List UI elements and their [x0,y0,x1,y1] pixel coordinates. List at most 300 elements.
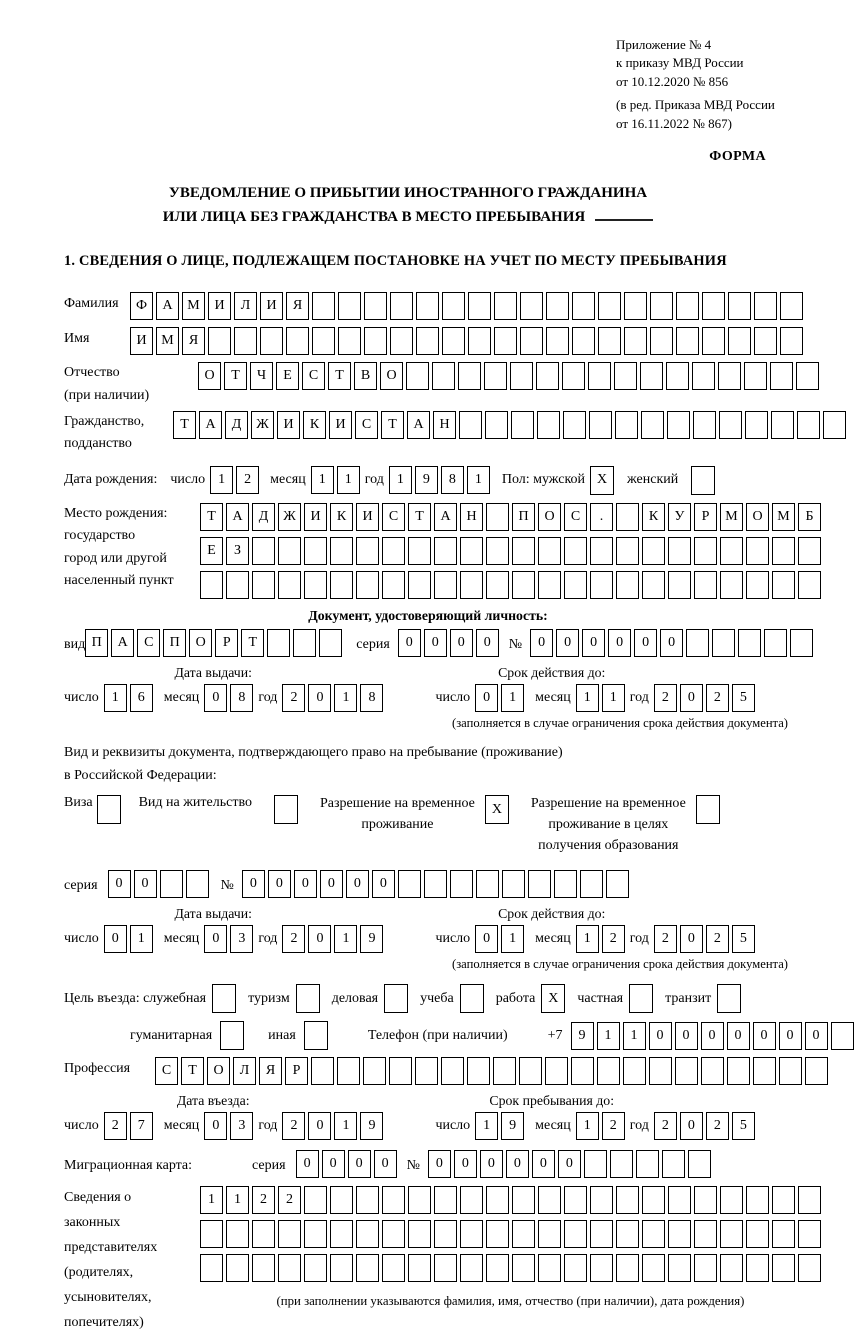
char-box[interactable]: 0 [660,629,683,657]
char-box[interactable]: 0 [753,1022,776,1050]
char-box[interactable] [538,1254,561,1282]
char-box[interactable] [212,984,236,1013]
char-box[interactable]: С [137,629,160,657]
char-box[interactable] [274,795,298,824]
char-box[interactable] [460,537,483,565]
char-box[interactable]: 1 [226,1186,249,1214]
char-box[interactable]: М [182,292,205,320]
char-box[interactable] [546,327,569,355]
char-box[interactable]: 2 [654,925,677,953]
char-box[interactable] [562,362,585,390]
char-box[interactable]: 0 [204,684,227,712]
char-box[interactable] [390,292,413,320]
char-box[interactable]: О [380,362,403,390]
char-box[interactable]: 9 [415,466,438,494]
char-box[interactable] [718,362,741,390]
char-box[interactable] [564,1220,587,1248]
char-box[interactable]: 9 [360,925,383,953]
char-box[interactable]: П [512,503,535,531]
char-box[interactable] [720,1254,743,1282]
char-box[interactable] [416,292,439,320]
char-box[interactable]: 0 [308,1112,331,1140]
char-box[interactable] [650,292,673,320]
char-box[interactable] [330,571,353,599]
char-box[interactable] [382,1186,405,1214]
char-box[interactable] [512,1220,535,1248]
char-box[interactable] [796,362,819,390]
char-box[interactable] [384,984,408,1013]
char-box[interactable] [330,537,353,565]
char-box[interactable] [538,571,561,599]
char-box[interactable]: 0 [308,925,331,953]
char-box[interactable] [408,537,431,565]
char-box[interactable] [614,362,637,390]
char-box[interactable] [831,1022,854,1050]
char-box[interactable]: Ч [250,362,273,390]
char-box[interactable]: 1 [334,925,357,953]
char-box[interactable] [590,1220,613,1248]
char-box[interactable] [650,327,673,355]
char-box[interactable] [311,1057,334,1085]
char-box[interactable] [563,411,586,439]
char-box[interactable] [502,870,525,898]
char-box[interactable]: А [199,411,222,439]
char-box[interactable]: Т [200,503,223,531]
char-box[interactable] [694,1186,717,1214]
char-box[interactable]: 8 [360,684,383,712]
char-box[interactable] [780,327,803,355]
char-box[interactable] [668,537,691,565]
char-box[interactable]: 0 [805,1022,828,1050]
char-box[interactable] [753,1057,776,1085]
char-box[interactable]: 5 [732,684,755,712]
char-box[interactable] [312,292,335,320]
char-box[interactable]: Р [694,503,717,531]
char-box[interactable] [668,1254,691,1282]
char-box[interactable]: И [329,411,352,439]
char-box[interactable]: Я [286,292,309,320]
char-box[interactable] [186,870,209,898]
char-box[interactable]: 0 [398,629,421,657]
char-box[interactable] [356,571,379,599]
char-box[interactable]: Л [233,1057,256,1085]
char-box[interactable]: 9 [360,1112,383,1140]
char-box[interactable]: 3 [230,1112,253,1140]
char-box[interactable]: X [541,984,565,1013]
char-box[interactable] [220,1021,244,1050]
char-box[interactable]: 2 [282,925,305,953]
char-box[interactable]: 2 [654,1112,677,1140]
char-box[interactable] [382,1220,405,1248]
char-box[interactable]: 0 [242,870,265,898]
char-box[interactable] [668,1186,691,1214]
char-box[interactable]: 0 [475,684,498,712]
char-box[interactable]: 0 [108,870,131,898]
char-box[interactable]: М [156,327,179,355]
char-box[interactable]: 0 [320,870,343,898]
char-box[interactable] [226,1254,249,1282]
char-box[interactable] [772,1254,795,1282]
char-box[interactable] [382,537,405,565]
char-box[interactable]: Ж [278,503,301,531]
char-box[interactable]: Т [328,362,351,390]
char-box[interactable] [616,571,639,599]
char-box[interactable]: Ф [130,292,153,320]
char-box[interactable]: 0 [480,1150,503,1178]
char-box[interactable]: К [330,503,353,531]
char-box[interactable] [720,537,743,565]
char-box[interactable] [717,984,741,1013]
char-box[interactable] [338,292,361,320]
char-box[interactable]: 1 [602,684,625,712]
char-box[interactable]: 0 [727,1022,750,1050]
char-box[interactable] [363,1057,386,1085]
char-box[interactable] [408,1254,431,1282]
char-box[interactable] [304,1186,327,1214]
char-box[interactable] [494,327,517,355]
char-box[interactable]: Т [381,411,404,439]
char-box[interactable]: 0 [308,684,331,712]
char-box[interactable] [772,571,795,599]
char-box[interactable]: 6 [130,684,153,712]
char-box[interactable]: Т [173,411,196,439]
char-box[interactable]: 1 [334,1112,357,1140]
char-box[interactable] [390,327,413,355]
char-box[interactable] [572,327,595,355]
char-box[interactable]: 1 [501,684,524,712]
char-box[interactable]: 0 [530,629,553,657]
char-box[interactable] [772,1186,795,1214]
char-box[interactable]: 1 [576,684,599,712]
char-box[interactable] [712,629,735,657]
char-box[interactable]: 0 [454,1150,477,1178]
char-box[interactable]: М [772,503,795,531]
char-box[interactable] [649,1057,672,1085]
char-box[interactable] [694,537,717,565]
char-box[interactable] [686,629,709,657]
char-box[interactable] [616,1186,639,1214]
char-box[interactable]: . [590,503,613,531]
char-box[interactable] [467,1057,490,1085]
char-box[interactable]: 0 [424,629,447,657]
char-box[interactable] [537,411,560,439]
char-box[interactable] [330,1220,353,1248]
char-box[interactable]: О [198,362,221,390]
char-box[interactable]: О [189,629,212,657]
char-box[interactable] [615,411,638,439]
char-box[interactable] [278,537,301,565]
char-box[interactable] [623,1057,646,1085]
char-box[interactable] [519,1057,542,1085]
char-box[interactable]: И [277,411,300,439]
char-box[interactable] [520,327,543,355]
char-box[interactable]: 0 [372,870,395,898]
char-box[interactable] [512,1186,535,1214]
char-box[interactable]: 1 [467,466,490,494]
char-box[interactable]: 5 [732,925,755,953]
char-box[interactable] [356,1220,379,1248]
char-box[interactable]: 0 [204,1112,227,1140]
char-box[interactable] [252,1254,275,1282]
char-box[interactable] [434,1254,457,1282]
char-box[interactable] [790,629,813,657]
char-box[interactable]: 0 [556,629,579,657]
char-box[interactable]: С [155,1057,178,1085]
char-box[interactable] [666,362,689,390]
char-box[interactable]: 9 [501,1112,524,1140]
char-box[interactable]: 0 [779,1022,802,1050]
char-box[interactable] [676,327,699,355]
char-box[interactable] [486,503,509,531]
char-box[interactable] [746,571,769,599]
char-box[interactable] [667,411,690,439]
char-box[interactable]: 2 [706,1112,729,1140]
char-box[interactable] [823,411,846,439]
char-box[interactable] [642,1186,665,1214]
char-box[interactable] [460,571,483,599]
char-box[interactable] [642,571,665,599]
char-box[interactable]: К [303,411,326,439]
char-box[interactable] [624,327,647,355]
char-box[interactable]: 1 [210,466,233,494]
char-box[interactable]: А [156,292,179,320]
char-box[interactable] [278,1220,301,1248]
char-box[interactable] [675,1057,698,1085]
char-box[interactable]: А [434,503,457,531]
char-box[interactable] [545,1057,568,1085]
char-box[interactable]: В [354,362,377,390]
char-box[interactable] [267,629,290,657]
char-box[interactable]: 2 [104,1112,127,1140]
char-box[interactable]: 1 [576,1112,599,1140]
char-box[interactable] [770,362,793,390]
char-box[interactable]: 2 [278,1186,301,1214]
char-box[interactable] [434,537,457,565]
char-box[interactable] [624,292,647,320]
char-box[interactable] [720,1186,743,1214]
char-box[interactable]: Т [224,362,247,390]
char-box[interactable]: 0 [608,629,631,657]
char-box[interactable]: М [720,503,743,531]
char-box[interactable] [460,1220,483,1248]
char-box[interactable] [693,411,716,439]
char-box[interactable] [260,327,283,355]
char-box[interactable]: 1 [501,925,524,953]
char-box[interactable] [304,1254,327,1282]
char-box[interactable] [476,870,499,898]
char-box[interactable] [304,1220,327,1248]
char-box[interactable]: С [382,503,405,531]
char-box[interactable] [356,1254,379,1282]
char-box[interactable]: 1 [104,684,127,712]
char-box[interactable] [668,1220,691,1248]
char-box[interactable]: 2 [602,925,625,953]
char-box[interactable] [408,1220,431,1248]
char-box[interactable]: А [111,629,134,657]
char-box[interactable] [398,870,421,898]
char-box[interactable]: 2 [236,466,259,494]
char-box[interactable]: И [208,292,231,320]
char-box[interactable] [676,292,699,320]
char-box[interactable] [424,870,447,898]
char-box[interactable]: 0 [675,1022,698,1050]
char-box[interactable] [728,327,751,355]
char-box[interactable]: Б [798,503,821,531]
char-box[interactable] [616,503,639,531]
char-box[interactable]: 0 [680,925,703,953]
char-box[interactable] [450,870,473,898]
char-box[interactable]: 2 [706,684,729,712]
char-box[interactable] [458,362,481,390]
char-box[interactable] [564,1254,587,1282]
char-box[interactable] [597,1057,620,1085]
char-box[interactable] [432,362,455,390]
char-box[interactable]: Я [259,1057,282,1085]
char-box[interactable]: 0 [680,1112,703,1140]
char-box[interactable] [468,292,491,320]
char-box[interactable] [486,1254,509,1282]
char-box[interactable]: О [746,503,769,531]
char-box[interactable] [252,1220,275,1248]
char-box[interactable]: 0 [346,870,369,898]
char-box[interactable] [364,327,387,355]
char-box[interactable]: 8 [230,684,253,712]
char-box[interactable]: 0 [374,1150,397,1178]
char-box[interactable]: П [163,629,186,657]
char-box[interactable] [468,327,491,355]
char-box[interactable]: X [590,466,614,495]
char-box[interactable] [798,1220,821,1248]
char-box[interactable] [702,292,725,320]
char-box[interactable] [571,1057,594,1085]
char-box[interactable]: 1 [389,466,412,494]
char-box[interactable] [160,870,183,898]
char-box[interactable] [252,571,275,599]
char-box[interactable] [382,571,405,599]
char-box[interactable]: 0 [532,1150,555,1178]
char-box[interactable]: 0 [634,629,657,657]
char-box[interactable] [564,537,587,565]
char-box[interactable]: 0 [268,870,291,898]
char-box[interactable]: А [407,411,430,439]
char-box[interactable] [584,1150,607,1178]
char-box[interactable] [589,411,612,439]
char-box[interactable]: 1 [130,925,153,953]
char-box[interactable] [746,1186,769,1214]
char-box[interactable]: 2 [706,925,729,953]
char-box[interactable]: 9 [571,1022,594,1050]
char-box[interactable]: 0 [450,629,473,657]
char-box[interactable]: 0 [582,629,605,657]
char-box[interactable] [510,362,533,390]
char-box[interactable] [226,1220,249,1248]
char-box[interactable] [512,537,535,565]
char-box[interactable]: Т [408,503,431,531]
char-box[interactable]: С [355,411,378,439]
char-box[interactable]: 0 [680,684,703,712]
char-box[interactable] [772,537,795,565]
char-box[interactable] [460,984,484,1013]
char-box[interactable] [616,537,639,565]
char-box[interactable] [745,411,768,439]
char-box[interactable]: 1 [576,925,599,953]
char-box[interactable] [641,411,664,439]
char-box[interactable]: 0 [296,1150,319,1178]
char-box[interactable]: 2 [282,1112,305,1140]
char-box[interactable] [434,1220,457,1248]
char-box[interactable] [338,327,361,355]
char-box[interactable] [754,292,777,320]
char-box[interactable] [688,1150,711,1178]
char-box[interactable] [727,1057,750,1085]
char-box[interactable] [486,1186,509,1214]
char-box[interactable] [746,537,769,565]
char-box[interactable] [494,292,517,320]
char-box[interactable] [364,292,387,320]
char-box[interactable] [441,1057,464,1085]
char-box[interactable] [434,571,457,599]
char-box[interactable] [805,1057,828,1085]
char-box[interactable]: З [226,537,249,565]
char-box[interactable] [208,327,231,355]
char-box[interactable]: 0 [558,1150,581,1178]
char-box[interactable]: С [302,362,325,390]
char-box[interactable] [286,327,309,355]
char-box[interactable] [798,1254,821,1282]
char-box[interactable]: Е [200,537,223,565]
char-box[interactable] [293,629,316,657]
char-box[interactable] [694,1254,717,1282]
char-box[interactable]: 7 [130,1112,153,1140]
char-box[interactable]: Н [433,411,456,439]
char-box[interactable] [754,327,777,355]
char-box[interactable]: 1 [311,466,334,494]
char-box[interactable] [296,984,320,1013]
char-box[interactable] [616,1220,639,1248]
char-box[interactable] [692,362,715,390]
char-box[interactable] [486,571,509,599]
char-box[interactable] [512,1254,535,1282]
char-box[interactable]: К [642,503,665,531]
char-box[interactable] [415,1057,438,1085]
char-box[interactable] [746,1254,769,1282]
char-box[interactable] [442,327,465,355]
char-box[interactable] [406,362,429,390]
char-box[interactable] [572,292,595,320]
char-box[interactable] [694,1220,717,1248]
char-box[interactable] [512,571,535,599]
char-box[interactable] [382,1254,405,1282]
char-box[interactable] [538,537,561,565]
char-box[interactable] [798,537,821,565]
char-box[interactable]: 0 [294,870,317,898]
char-box[interactable] [330,1254,353,1282]
char-box[interactable] [598,292,621,320]
char-box[interactable]: 2 [252,1186,275,1214]
char-box[interactable] [356,1186,379,1214]
char-box[interactable]: И [130,327,153,355]
char-box[interactable]: 1 [337,466,360,494]
char-box[interactable]: 2 [654,684,677,712]
char-box[interactable]: И [304,503,327,531]
char-box[interactable] [304,571,327,599]
char-box[interactable]: 2 [602,1112,625,1140]
char-box[interactable]: 8 [441,466,464,494]
char-box[interactable] [484,362,507,390]
char-box[interactable] [200,1220,223,1248]
char-box[interactable]: Т [241,629,264,657]
char-box[interactable] [701,1057,724,1085]
